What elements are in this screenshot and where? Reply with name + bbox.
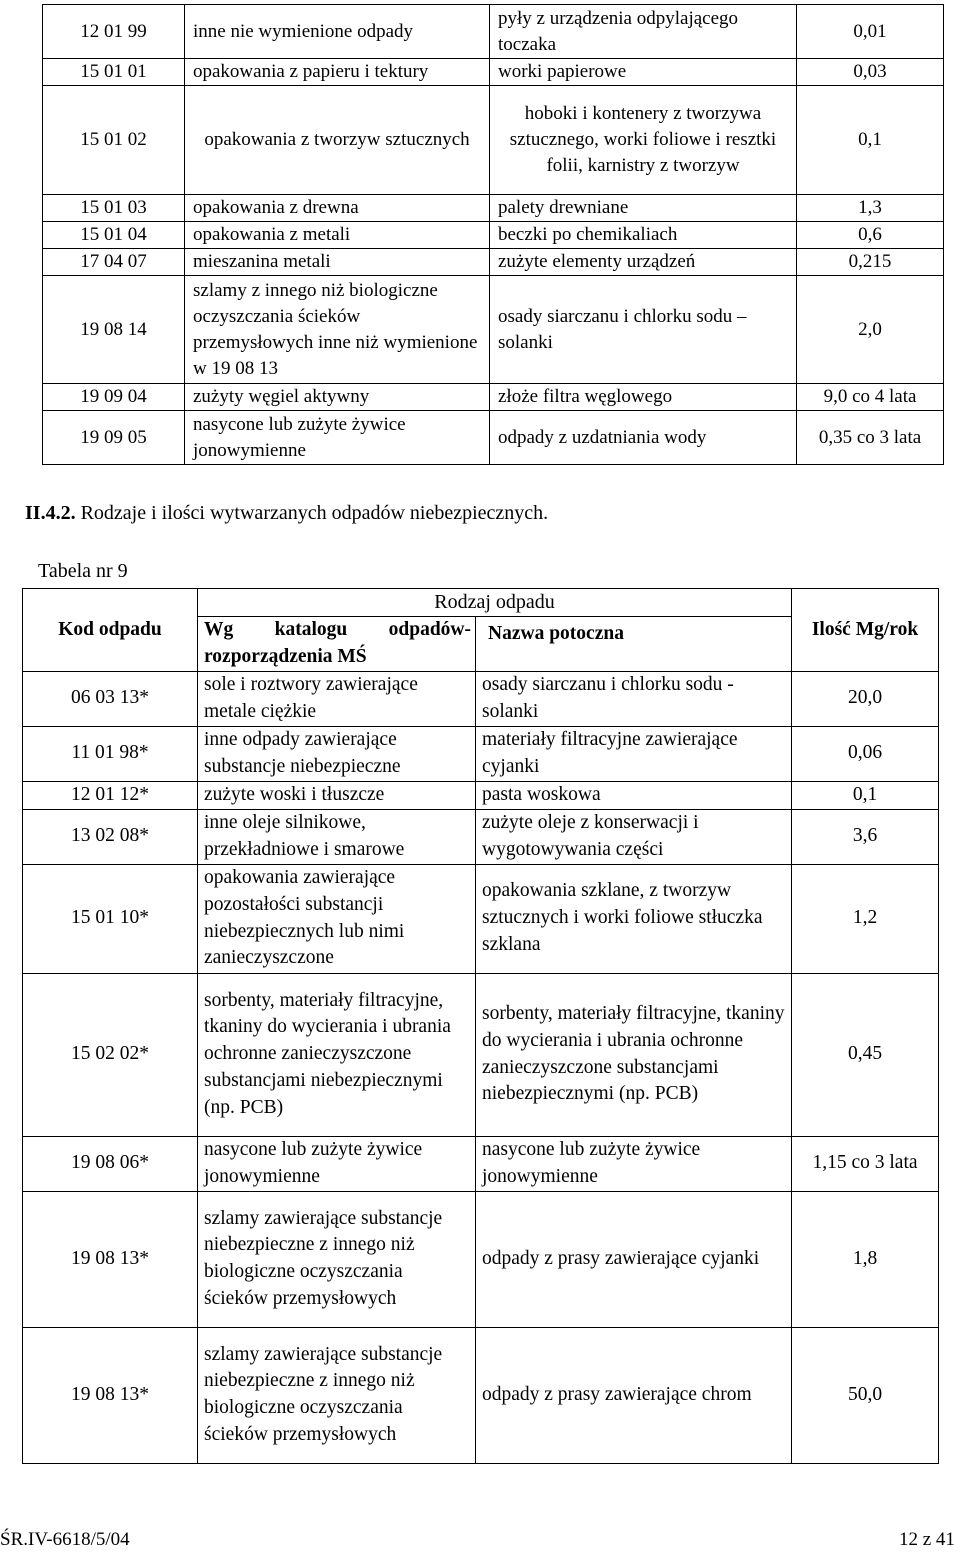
waste-code: 15 02 02* <box>23 973 198 1136</box>
waste-code: 13 02 08* <box>23 809 198 864</box>
waste-code: 19 08 13* <box>23 1327 198 1463</box>
waste-code: 19 08 06* <box>23 1136 198 1191</box>
waste-type: mieszanina metali <box>185 249 490 276</box>
page-number: 12 z 41 <box>899 1529 955 1550</box>
waste-name: hoboki i kontenery z tworzywa sztucznego, worki foliowe i resztki folii, karnistry z tworzyw <box>490 86 797 195</box>
waste-type: opakowania z metali <box>185 222 490 249</box>
table-row <box>23 864 939 973</box>
waste-catalog: zużyte woski i tłuszcze <box>198 781 476 809</box>
waste-quantity: 2,0 <box>797 276 944 384</box>
waste-catalog: sorbenty, materiały filtracyjne, tkaniny do wycierania i ubrania ochronne zanieczyszczone substancjami niebezpiecznymi (np. PCB) <box>198 973 476 1136</box>
waste-quantity: 0,1 <box>792 781 939 809</box>
waste-type: szlamy z innego niż biologiczne oczyszczania ścieków przemysłowych inne niż wymienione w 19 08 13 <box>185 276 490 384</box>
waste-quantity: 0,03 <box>797 59 944 86</box>
waste-code: 15 01 10* <box>23 864 198 973</box>
waste-code: 15 01 01 <box>43 59 185 86</box>
waste-quantity: 0,01 <box>797 5 944 59</box>
waste-code: 19 09 05 <box>43 411 185 465</box>
section-number: II.4.2. <box>25 502 76 524</box>
waste-code: 11 01 98* <box>23 726 198 781</box>
waste-name: pyły z urządzenia odpylającego toczaka <box>490 5 797 59</box>
section-heading <box>25 502 548 525</box>
waste-catalog: opakowania zawierające pozostałości substancji niebezpiecznych lub nimi zanieczyszczone <box>198 864 476 973</box>
hazardous-waste-table <box>22 588 939 1464</box>
waste-quantity: 0,06 <box>792 726 939 781</box>
waste-code: 19 08 13* <box>23 1191 198 1327</box>
header-quantity: Ilość Mg/rok <box>792 589 939 672</box>
header-code: Kod odpadu <box>23 589 198 672</box>
waste-code: 12 01 99 <box>43 5 185 59</box>
waste-catalog: szlamy zawierające substancje niebezpieczne z innego niż biologiczne oczyszczania ścieków przemysłowych <box>198 1327 476 1463</box>
waste-name: odpady z prasy zawierające chrom <box>476 1327 792 1463</box>
table-row <box>23 1191 939 1327</box>
table-row <box>43 276 944 384</box>
table-row <box>43 249 944 276</box>
table-row <box>23 809 939 864</box>
table-row <box>43 59 944 86</box>
waste-catalog: nasycone lub zużyte żywice jonowymienne <box>198 1136 476 1191</box>
waste-quantity: 1,15 co 3 lata <box>792 1136 939 1191</box>
table-row <box>23 671 939 726</box>
document-reference: ŚR.IV-6618/5/04 <box>0 1529 130 1550</box>
waste-code: 15 01 02 <box>43 86 185 195</box>
waste-code: 15 01 03 <box>43 195 185 222</box>
waste-quantity: 0,35 co 3 lata <box>797 411 944 465</box>
waste-quantity: 0,215 <box>797 249 944 276</box>
waste-name: opakowania szklane, z tworzyw sztucznych i worki foliowe stłuczka szklana <box>476 864 792 973</box>
table-row <box>23 726 939 781</box>
waste-name: worki papierowe <box>490 59 797 86</box>
waste-code: 15 01 04 <box>43 222 185 249</box>
waste-name: pasta woskowa <box>476 781 792 809</box>
waste-name: złoże filtra węglowego <box>490 384 797 411</box>
waste-code: 19 08 14 <box>43 276 185 384</box>
header-common-name: Nazwa potoczna <box>476 616 792 671</box>
table-row <box>23 781 939 809</box>
header-waste-type: Rodzaj odpadu <box>198 589 792 617</box>
waste-code: 19 09 04 <box>43 384 185 411</box>
waste-type: nasycone lub zużyte żywice jonowymienne <box>185 411 490 465</box>
waste-type: opakowania z tworzyw sztucznych <box>185 86 490 195</box>
table-row <box>23 1327 939 1463</box>
waste-quantity: 50,0 <box>792 1327 939 1463</box>
waste-name: beczki po chemikaliach <box>490 222 797 249</box>
table-row <box>43 411 944 465</box>
waste-catalog: inne oleje silnikowe, przekładniowe i smarowe <box>198 809 476 864</box>
waste-name: sorbenty, materiały filtracyjne, tkaniny do wycierania i ubrania ochronne zanieczyszczone substancjami niebezpiecznymi (np. PCB) <box>476 973 792 1136</box>
waste-quantity: 1,2 <box>792 864 939 973</box>
section-title: Rodzaje i ilości wytwarzanych odpadów niebezpiecznych. <box>75 502 549 524</box>
waste-quantity: 0,1 <box>797 86 944 195</box>
waste-catalog: sole i roztwory zawierające metale ciężkie <box>198 671 476 726</box>
table-caption: Tabela nr 9 <box>38 560 128 582</box>
waste-quantity: 20,0 <box>792 671 939 726</box>
waste-catalog: inne odpady zawierające substancje niebezpieczne <box>198 726 476 781</box>
waste-type: opakowania z papieru i tektury <box>185 59 490 86</box>
waste-quantity: 0,6 <box>797 222 944 249</box>
waste-quantity: 0,45 <box>792 973 939 1136</box>
table-row <box>43 384 944 411</box>
waste-catalog: szlamy zawierające substancje niebezpieczne z innego niż biologiczne oczyszczania ścieków przemysłowych <box>198 1191 476 1327</box>
waste-name: odpady z prasy zawierające cyjanki <box>476 1191 792 1327</box>
waste-quantity: 9,0 co 4 lata <box>797 384 944 411</box>
waste-name: odpady z uzdatniania wody <box>490 411 797 465</box>
table-row <box>23 1136 939 1191</box>
waste-code: 17 04 07 <box>43 249 185 276</box>
waste-name: nasycone lub zużyte żywice jonowymienne <box>476 1136 792 1191</box>
waste-quantity: 1,3 <box>797 195 944 222</box>
waste-quantity: 3,6 <box>792 809 939 864</box>
header-catalog: Wg katalogu odpadów- rozporządzenia MŚ <box>198 616 476 671</box>
waste-name: materiały filtracyjne zawierające cyjanki <box>476 726 792 781</box>
waste-quantity: 1,8 <box>792 1191 939 1327</box>
waste-name: osady siarczanu i chlorku sodu – solanki <box>490 276 797 384</box>
waste-code: 06 03 13* <box>23 671 198 726</box>
waste-type: opakowania z drewna <box>185 195 490 222</box>
waste-table-continued <box>42 4 944 465</box>
table-row <box>43 222 944 249</box>
table-row <box>23 973 939 1136</box>
table-row <box>43 195 944 222</box>
waste-name: osady siarczanu i chlorku sodu - solanki <box>476 671 792 726</box>
waste-name: zużyte oleje z konserwacji i wygotowywania części <box>476 809 792 864</box>
table-header-row <box>23 589 939 617</box>
waste-type: inne nie wymienione odpady <box>185 5 490 59</box>
waste-type: zużyty węgiel aktywny <box>185 384 490 411</box>
table-row <box>43 5 944 59</box>
waste-name: palety drewniane <box>490 195 797 222</box>
table-row <box>43 86 944 195</box>
waste-code: 12 01 12* <box>23 781 198 809</box>
waste-name: zużyte elementy urządzeń <box>490 249 797 276</box>
